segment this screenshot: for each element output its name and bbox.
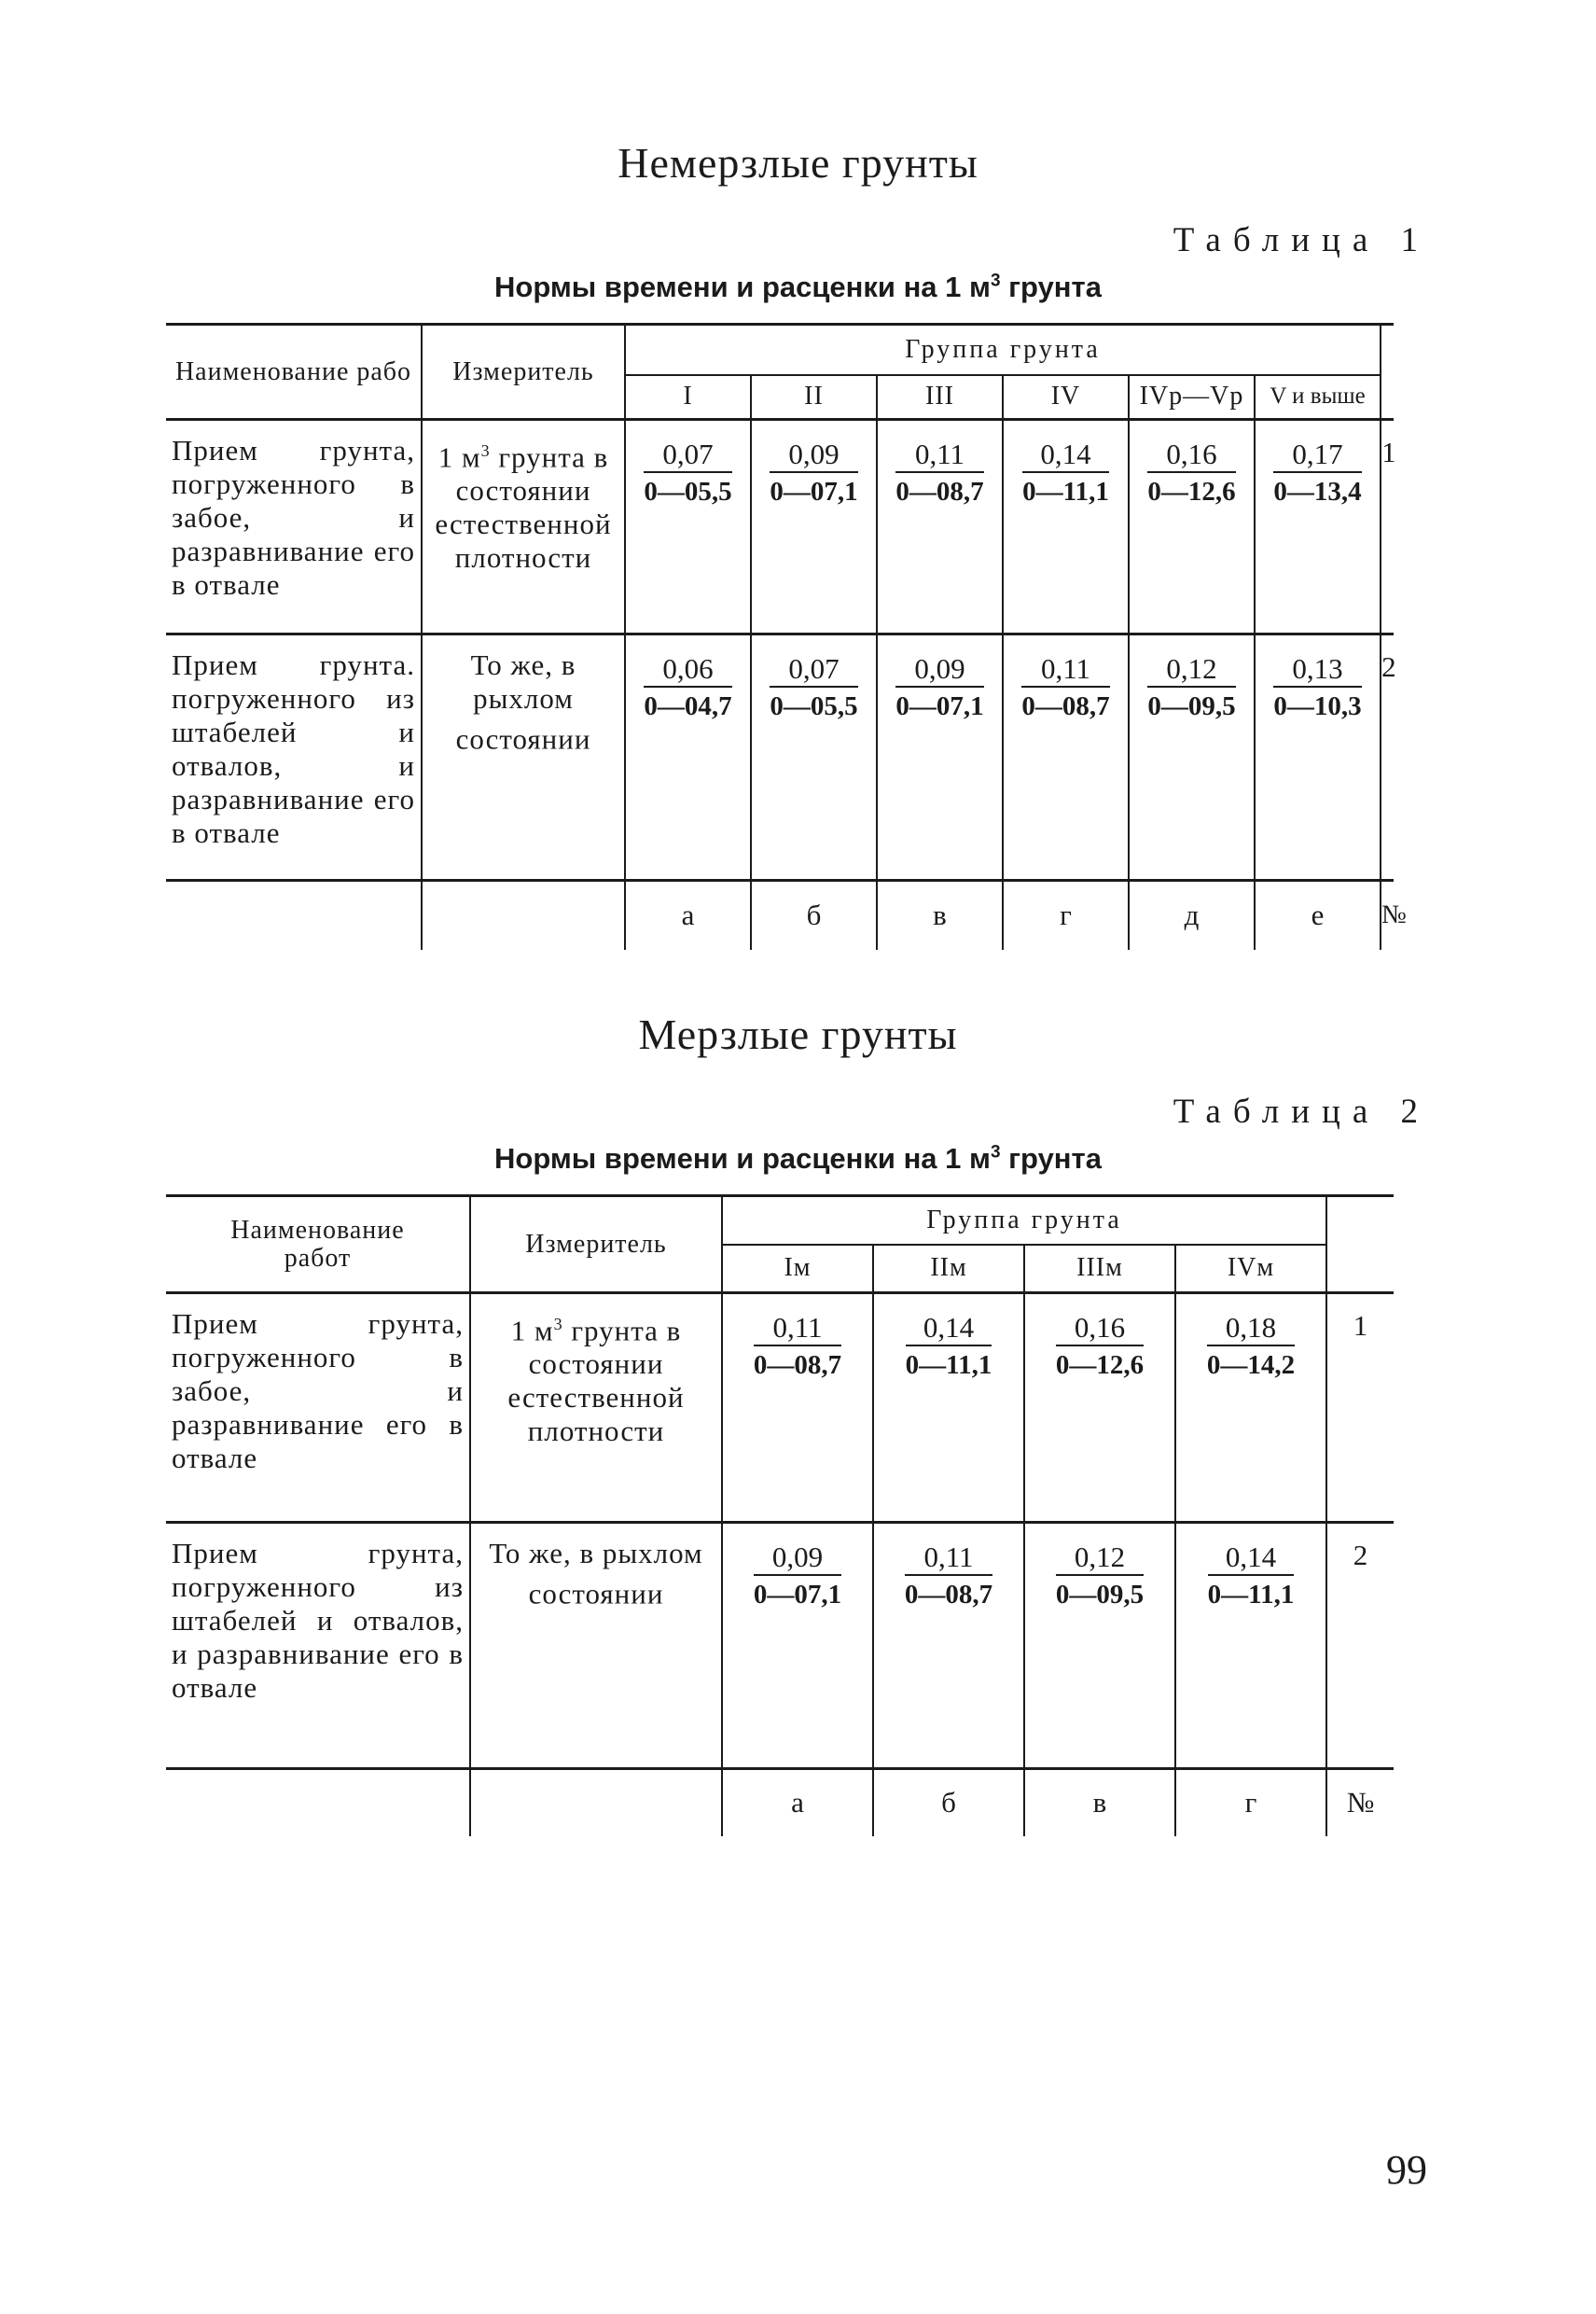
rate-cell xyxy=(873,1293,1024,1523)
time-norm: 0,09 xyxy=(895,652,983,688)
unit-cell xyxy=(470,1523,722,1769)
unit-text: То же, в рыхлом состоянии xyxy=(455,648,591,756)
header-group-col: I xyxy=(625,375,751,420)
time-norm: 0,12 xyxy=(1056,1540,1144,1576)
time-norm: 0,17 xyxy=(1273,438,1361,473)
row-number: 2 xyxy=(1381,634,1394,881)
time-norm: 0,11 xyxy=(905,1540,992,1576)
column-letter: г xyxy=(1003,881,1129,950)
caption-sup: 3 xyxy=(990,271,1001,291)
row-number: 1 xyxy=(1381,420,1394,634)
num-label: № xyxy=(1326,1769,1394,1836)
price-rate: 0—07,1 xyxy=(895,691,984,721)
unit-text-tail: грунта в состоянии естественной плотности xyxy=(435,440,612,575)
time-norm: 0,11 xyxy=(1021,652,1109,688)
rate-cell xyxy=(1129,634,1255,881)
empty-cell xyxy=(166,881,422,950)
header-group-col: IVм xyxy=(1175,1245,1326,1293)
header-num-spacer xyxy=(1381,325,1394,420)
rate-cell xyxy=(751,634,877,881)
table-row xyxy=(166,420,1394,634)
price-rate: 0—08,7 xyxy=(895,477,984,507)
time-norm: 0,14 xyxy=(906,1311,992,1346)
price-rate: 0—14,2 xyxy=(1206,1350,1296,1380)
column-letter: в xyxy=(877,881,1003,950)
table-label-1: Таблица 1 xyxy=(1173,221,1430,259)
header-unit: Измеритель xyxy=(422,325,625,420)
column-letter: д xyxy=(1129,881,1255,950)
header-work: Наименование рабо xyxy=(166,325,422,420)
price-rate: 0—11,1 xyxy=(905,1350,992,1380)
empty-cell xyxy=(166,1769,470,1836)
price-rate: 0—07,1 xyxy=(753,1580,842,1610)
header-group-col: III xyxy=(877,375,1003,420)
unit-text: 1 м xyxy=(437,440,481,474)
unit-sup: 3 xyxy=(553,1315,563,1333)
time-norm: 0,13 xyxy=(1273,652,1361,688)
price-rate: 0—07,1 xyxy=(770,477,858,507)
time-norm: 0,11 xyxy=(895,438,983,473)
table-caption-1 xyxy=(0,271,1596,304)
rate-cell xyxy=(625,420,751,634)
price-rate: 0—08,7 xyxy=(753,1350,842,1380)
column-letters-row xyxy=(166,881,1394,950)
caption-text: Нормы времени и расценки на 1 м xyxy=(494,1142,991,1175)
time-norm: 0,14 xyxy=(1022,438,1109,473)
rate-cell xyxy=(722,1523,873,1769)
row-number: 2 xyxy=(1326,1523,1394,1769)
time-norm: 0,16 xyxy=(1147,438,1235,473)
row-number: 1 xyxy=(1326,1293,1394,1523)
table-row xyxy=(166,1523,1394,1769)
price-rate: 0—11,1 xyxy=(1022,477,1109,507)
page-number: 99 xyxy=(1386,2147,1427,2193)
unit-text: 1 м xyxy=(510,1314,554,1347)
time-norm: 0,09 xyxy=(770,438,857,473)
norm-table-unfrozen xyxy=(166,323,1407,950)
header-group-col: IVр—Vр xyxy=(1129,375,1255,420)
work-name: Прием грунта, погруженного в забое, и разравнивание его в отвале xyxy=(166,1293,470,1523)
header-num-spacer xyxy=(1326,1196,1394,1293)
table-label-2: Таблица 2 xyxy=(1173,1093,1430,1131)
time-norm: 0,07 xyxy=(770,652,857,688)
rate-cell xyxy=(877,420,1003,634)
price-rate: 0—12,6 xyxy=(1055,1350,1145,1380)
column-letter: а xyxy=(722,1769,873,1836)
time-norm: 0,09 xyxy=(754,1540,841,1576)
empty-cell xyxy=(422,881,625,950)
header-group-col: II xyxy=(751,375,877,420)
price-rate: 0—12,6 xyxy=(1147,477,1236,507)
rate-cell xyxy=(1003,634,1129,881)
price-rate: 0—05,5 xyxy=(770,691,858,721)
header-group: Группа грунта xyxy=(625,325,1381,375)
norm-table-frozen xyxy=(166,1194,1394,1836)
time-norm: 0,14 xyxy=(1208,1540,1295,1576)
column-letter: г xyxy=(1175,1769,1326,1836)
header-group-col: IV xyxy=(1003,375,1129,420)
time-norm: 0,18 xyxy=(1207,1311,1295,1346)
column-letter: е xyxy=(1255,881,1381,950)
rate-cell xyxy=(751,420,877,634)
caption-tail: грунта xyxy=(1000,271,1102,303)
column-letters-row xyxy=(166,1769,1394,1836)
header-work: Наименование работ xyxy=(166,1196,470,1293)
price-rate: 0—08,7 xyxy=(904,1580,993,1610)
work-name: Прием грунта, погруженного из штабелей и отвалов, и разравнивание его в отвале xyxy=(166,1523,470,1769)
unit-text: То же, в рыхлом состоянии xyxy=(489,1537,703,1610)
rate-cell xyxy=(873,1523,1024,1769)
header-group-col: IIм xyxy=(873,1245,1024,1293)
column-letter: б xyxy=(751,881,877,950)
time-norm: 0,16 xyxy=(1056,1311,1144,1346)
empty-cell xyxy=(470,1769,722,1836)
table-row xyxy=(166,634,1394,881)
unit-cell xyxy=(422,634,625,881)
section-title-unfrozen: Немерзлые грунты xyxy=(618,139,978,187)
column-letter: в xyxy=(1024,1769,1175,1836)
work-name: Прием грунта, погруженного в забое, и разравнивание его в отвале xyxy=(166,420,422,634)
section-title-frozen: Мерзлые грунты xyxy=(638,1011,958,1058)
rate-cell xyxy=(1175,1523,1326,1769)
rate-cell xyxy=(1255,420,1381,634)
header-group: Группа грунта xyxy=(722,1196,1326,1245)
rate-cell xyxy=(1003,420,1129,634)
unit-sup: 3 xyxy=(480,441,491,460)
unit-cell xyxy=(422,420,625,634)
rate-cell xyxy=(722,1293,873,1523)
rate-cell xyxy=(1175,1293,1326,1523)
table-row xyxy=(166,1293,1394,1523)
rate-cell xyxy=(877,634,1003,881)
price-rate: 0—13,4 xyxy=(1273,477,1362,507)
work-name: Прием грунта. погруженного из штабелей и отвалов, и разравнивание его в отвале xyxy=(166,634,422,881)
time-norm: 0,12 xyxy=(1147,652,1235,688)
rate-cell xyxy=(1024,1523,1175,1769)
header-group-col: Iм xyxy=(722,1245,873,1293)
price-rate: 0—10,3 xyxy=(1273,691,1362,721)
price-rate: 0—11,1 xyxy=(1207,1580,1295,1610)
price-rate: 0—08,7 xyxy=(1021,691,1110,721)
header-unit: Измеритель xyxy=(470,1196,722,1293)
column-letter: б xyxy=(873,1769,1024,1836)
price-rate: 0—09,5 xyxy=(1055,1580,1145,1610)
table-caption-2 xyxy=(0,1142,1596,1176)
num-label: № xyxy=(1381,881,1394,950)
time-norm: 0,06 xyxy=(644,652,731,688)
time-norm: 0,11 xyxy=(754,1311,841,1346)
rate-cell xyxy=(1255,634,1381,881)
unit-cell xyxy=(470,1293,722,1523)
unit-text-tail: грунта в состоянии естественной плотности xyxy=(507,1314,685,1448)
header-group-col: V и выше xyxy=(1255,375,1381,420)
price-rate: 0—04,7 xyxy=(644,691,732,721)
price-rate: 0—09,5 xyxy=(1147,691,1236,721)
rate-cell xyxy=(1129,420,1255,634)
column-letter: а xyxy=(625,881,751,950)
header-group-col: IIIм xyxy=(1024,1245,1175,1293)
rate-cell xyxy=(625,634,751,881)
time-norm: 0,07 xyxy=(644,438,731,473)
caption-sup: 3 xyxy=(990,1142,1001,1163)
price-rate: 0—05,5 xyxy=(644,477,732,507)
caption-text: Нормы времени и расценки на 1 м xyxy=(494,271,991,303)
caption-tail: грунта xyxy=(1000,1142,1102,1175)
rate-cell xyxy=(1024,1293,1175,1523)
